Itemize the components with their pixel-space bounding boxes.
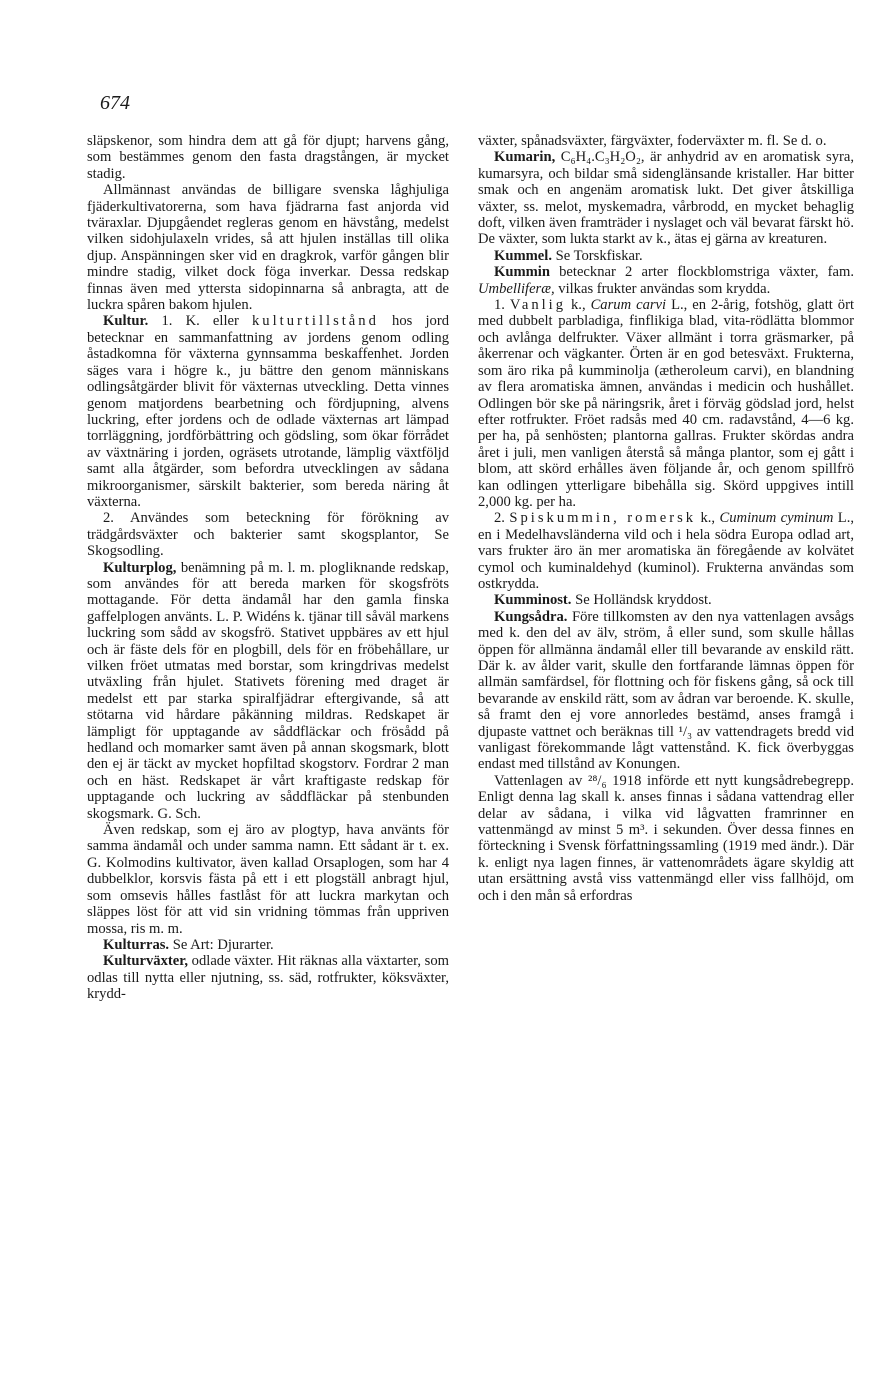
- text-run: växter, spånadsväxter, färgväxter, foderväxter m. fl. Se d. o.: [478, 133, 827, 149]
- headword: Kumminost.: [494, 592, 572, 609]
- paragraph: [478, 510, 854, 592]
- paragraph: [478, 609, 854, 773]
- italic-term: Carum carvi: [590, 297, 667, 314]
- spaced-term: kulturtillstånd: [252, 313, 379, 330]
- paragraph: [87, 510, 449, 559]
- spaced-term: Vanlig: [509, 297, 567, 314]
- headword: Kulturplog,: [103, 559, 177, 576]
- text-run: Även redskap, som ej äro av plogtyp, hava använts för samma ändamål och under samma namn. Ett sådant är t. ex. G. Kolmodins kultivator, även kallad Orsaplogen, som har 4 dubbelklor, korsvis fästa på ett i ett plogställ anbragt hjul, som omsevis hålles fastlåst för att luckra markytan och släppes löst för att vid sin vridning tömmas från uppriven mossa, ris m. m.: [87, 822, 449, 937]
- right-column: [478, 133, 854, 904]
- text-run: 1. K. eller: [148, 313, 252, 330]
- text-run: hos jord betecknar en sammanfattning av jordens genom odling åstadkomna för växterna gynnsamma beskaffenhet. Jorden säges vara i högre k., ju bättre den genom människans odlingsåtgärder blivit för växternas utveckling. Detta vinnes genom matjordens bearbetning och fördjupning, alvens luckring, efter jordens och de odlade växternas art lämpad torrläggning, jordförbättring och gödsling, som ökar förrådet av växtnäring i jorden, ogräsets utrotande, lämplig växtföljd samt alla åtgärder, som befordra utvecklingen av sådana mikroorganismer, särskilt bakterier, som bereda näring åt växterna.: [87, 313, 449, 510]
- left-column: [87, 133, 449, 1003]
- text-run: betecknar 2 arter flockblomstriga växter, fam.: [549, 264, 854, 281]
- text-run: Se Torskfiskar.: [551, 247, 643, 264]
- headword: Kummel.: [494, 247, 552, 264]
- paragraph: [478, 297, 854, 510]
- text-run: Vattenlagen av ²⁸/₆ 1918 införde ett nytt kungsådrebegrepp. Enligt denna lag skall k. anses finnas i sådana vattendrag eller delar av sådana, i vilka vid lågvatten framrinner en vattenmängd av minst 5 m³. i sekunden. Över dessa finnes en förteckning i Svensk författningssamling (1919 med ändr.). Där k. enligt nya lagen finnes, är vattenområdets ägare skyldig att utan ersättning avstå viss vattenmängd eller viss fallhöjd, om och i den mån så erfordras: [478, 772, 854, 904]
- headword: Kulturväxter,: [103, 953, 188, 970]
- text-run: benämning på m. l. m. plogliknande redskap, som användes för att bereda marken för skogsfröts mottagande. För detta ändamål har den gamla finska gaffelplogen använts. L. P. Widéns k. tjänar till såväl markens luckring som sådd av skogsfrö. Stativet uppbäres av ett hjul och är fäste dels för en plogbill, dels för en fröbehållare, ur vilken fröet utmatas med borstar, som kringdrivas medelst utväxling från hjulet. Stativets förening med draget är medelst ett par starka spiralfjädrar eftergivande, så att stötarna vid hårdare påkänning mildras. Redskapet är lämpligt för upptagande av såddfläckar och frösådd på hedland och momarker samt även på annan skogsmark, blott den ej är täckt av mycket hopfiltad skogstorv. Fordrar 2 man och en häst. Redskapet är vårt kraftigaste redskap för upptagande och luckring av såddfläckar på stenbunden skogsmark. G. Sch.: [87, 559, 449, 822]
- spaced-term: Spiskummin, romersk: [509, 510, 697, 527]
- paragraph: [478, 133, 854, 149]
- text-run: Allmännast användas de billigare svenska låghjuliga fjäderkultivatorerna, som hava fjädrarna fast anjorda vid tväraxlar. Djupgåendet regleras genom en hävstång, medelst vilken sidohjulaxeln vrides, så att hjulen inställas till olika djup. Anspänningen sker vid en dragkrok, varför gången blir mindre stadig, vilket dock föga inverkar. Dessa redskap finnas även med yttersta sidopinnarna så anbragta, att de luckra spåren bakom hjulen.: [87, 182, 449, 314]
- paragraph: [87, 937, 449, 953]
- text-run: L., en 2-årig, fotshög, glatt ört med dubbelt parbladiga, finflikiga blad, vita-rödlätta blommor och avlånga delfrukter. Växer allmänt i torra gräsmarker, på åkerrenar och vägkanter. Örten är en god betesväxt. Frukterna, som äro rika på kumminolja (ætheroleum carvi), en blandning av flera aromatiska ämnen, användas i medicin och hushållet. Odlingen bör ske på näringsrik, året i förväg gödslad jord, helst efter rotfrukter. Fröet radsås med 40 cm. radavstånd, 4—6 kg. per ha, på senhösten; plantorna gallras. Frukter skördas andra året i juli, men vanligen återstå så många plantor, som ej gått i blom, att skörd erhålles även följande år, och genom spillfrö kan odlingen ytterligare bibehålla sig. Skörd uppgives intill 2,000 kg. per ha.: [478, 297, 855, 510]
- paragraph: [87, 560, 449, 823]
- paragraph: [87, 313, 449, 510]
- paragraph: [87, 822, 449, 937]
- text-run: k.,: [566, 297, 591, 314]
- italic-term: Cuminum cyminum: [719, 510, 834, 527]
- paragraph: [478, 592, 854, 608]
- text-run: odlade växter. Hit räknas alla växtarter, som odlas till nytta eller njutning, ss. säd, rotfrukter, köksväxter, krydd-: [87, 953, 449, 1003]
- italic-term: Umbelliferæ,: [478, 280, 555, 297]
- text-run: 1.: [494, 297, 510, 314]
- paragraph: [478, 248, 854, 264]
- text-run: L., en i Medelhavsländerna vild och i hela södra Europa odlad art, vars frukter äro än mer aromatiska än föregående av kolvätet cymol och kuminaldehyd (kuminol). Frukterna användas som ostkrydda.: [478, 510, 854, 592]
- paragraph: [478, 773, 854, 904]
- text-run: Före tillkomsten av den nya vattenlagen avsågs med k. den del av älv, ström, å eller sund, som skulle hållas öppen för allmänna ändamål eller till bevarande av enskild rätt. Där k. av ålder varit, skulle den fortfarande lämnas öppen för allmän samfärdsel, för flottning och för fiskens gång, så ock till bevarande av enskild rätt, som av ådran var beroende. K. skulle, så framt den ej vore annorledes bestämd, anses framgå i djupaste vattnet och beräknas till ¹/₃ av vattendragets bredd vid vanligast förekommande lågt vattenstånd. K. fick överbyggas endast med tillstånd av Konungen.: [478, 608, 854, 773]
- text-run: 2.: [494, 510, 510, 527]
- headword: Kultur.: [103, 313, 149, 330]
- text-run: C₆H₄.C₃H₂O₂, är anhydrid av en aromatisk syra, kumarsyra, och bildar små sidenglänsande kristaller. Har bitter smak och en angenäm aromatisk lukt. Det giver åtskilliga växter, ss. melot, myskemadra, vårbrodd, en mycket behaglig doft, vilken även framträder i nyslaget och väl bevarat färskt hö. De växter, som lukta starkt av k., ätas ej gärna av kreaturen.: [478, 149, 854, 248]
- paragraph: [87, 953, 449, 1002]
- paragraph: [478, 264, 854, 297]
- paragraph: [478, 149, 854, 247]
- text-run: vilkas frukter användas som krydda.: [554, 280, 771, 297]
- page-number: 674: [100, 92, 130, 114]
- text-run: k.,: [696, 510, 720, 527]
- headword: Kulturras.: [103, 936, 170, 953]
- headword: Kungsådra.: [494, 608, 568, 625]
- text-run: Se Holländsk kryddost.: [571, 592, 712, 609]
- paragraph: [87, 182, 449, 313]
- headword: Kumarin,: [494, 149, 556, 166]
- text-run: släpskenor, som hindra dem att gå för djupt; harvens gång, som bestämmes genom den fasta dragstången, är mycket stadig.: [87, 133, 449, 182]
- paragraph: [87, 133, 449, 182]
- headword: Kummin: [494, 264, 550, 281]
- text-run: 2. Användes som beteckning för förökning av trädgårdsväxter och bakterier samt skogsplantor, Se Skogsodling.: [87, 510, 449, 560]
- text-run: Se Art: Djurarter.: [169, 936, 274, 953]
